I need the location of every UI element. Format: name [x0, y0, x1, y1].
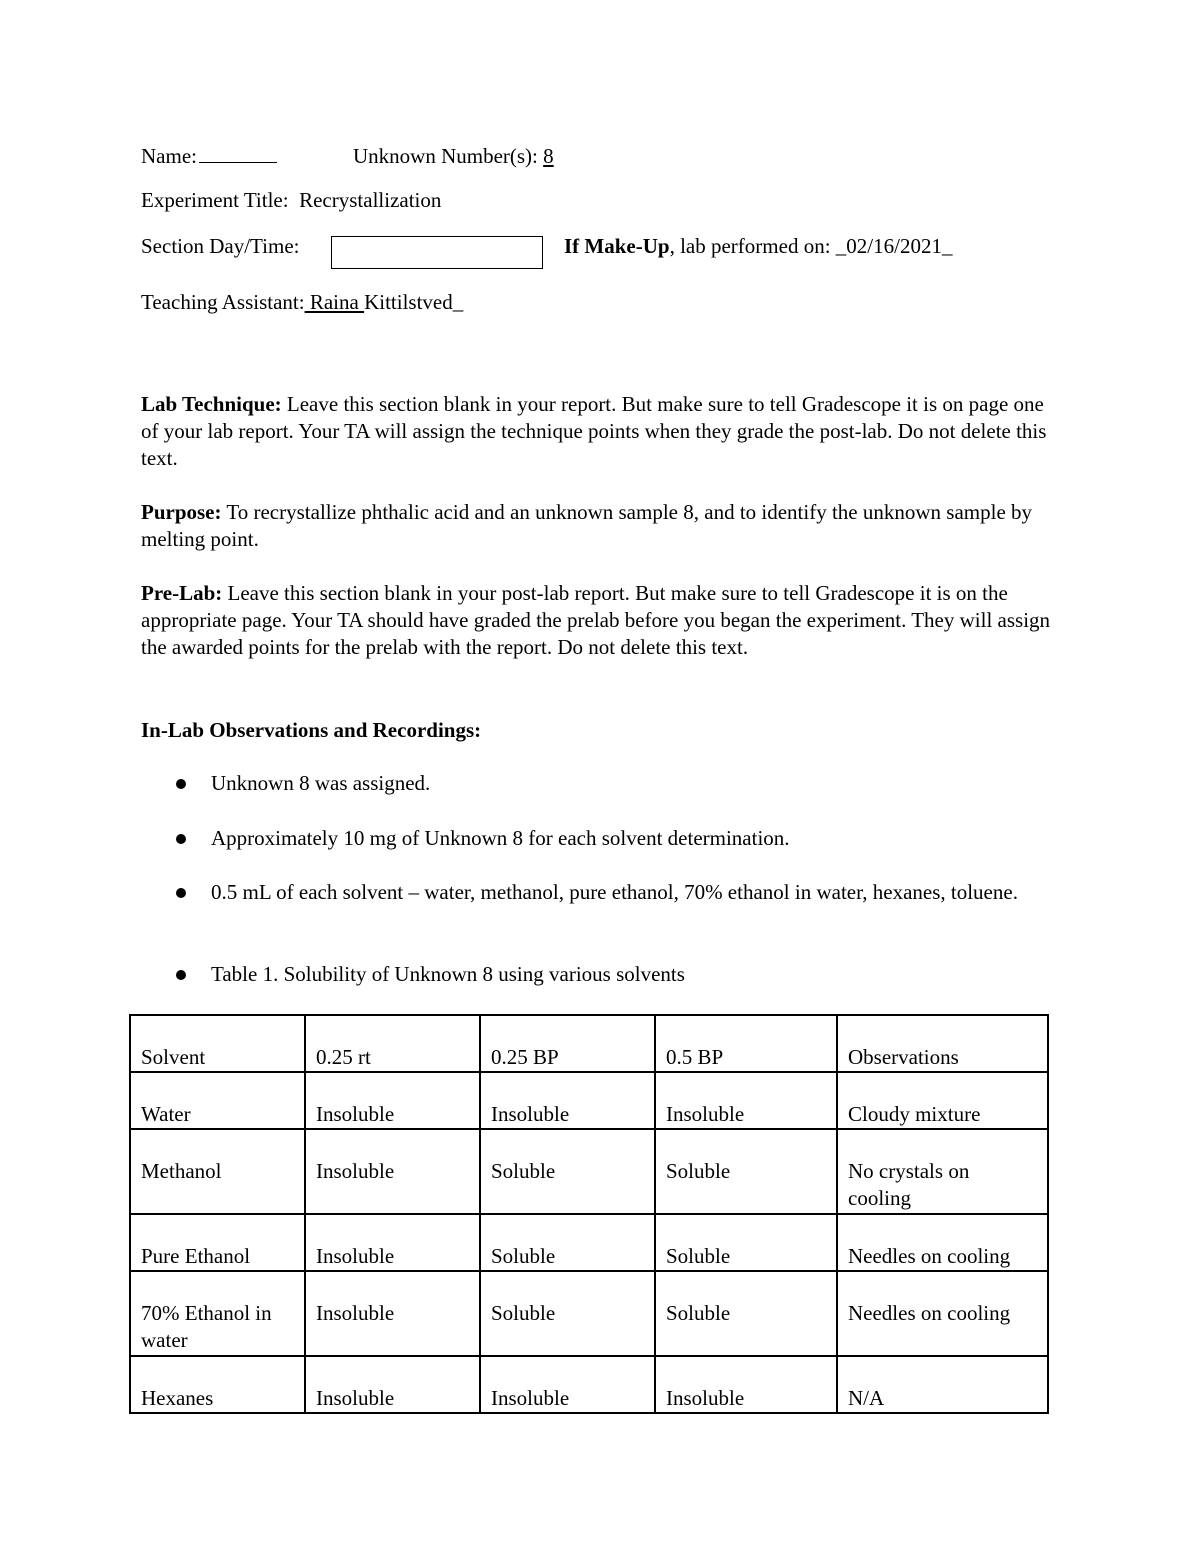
unknown-number-line — [353, 143, 554, 170]
name-line — [141, 143, 277, 170]
experiment-label: Experiment Title: — [141, 188, 289, 212]
table-cell: Soluble — [655, 1271, 837, 1356]
ta-last-name: Kittilstved_ — [364, 290, 464, 314]
table-cell: Insoluble — [655, 1072, 837, 1129]
bullet-item: Table 1. Solubility of Unknown 8 using various solvents — [211, 962, 685, 986]
bullet-item: Approximately 10 mg of Unknown 8 for each solvent determination. — [211, 826, 790, 850]
table-cell: Insoluble — [305, 1271, 480, 1356]
ta-label: Teaching Assistant: — [141, 290, 305, 314]
table-cell: Needles on cooling — [837, 1214, 1048, 1271]
table-header-cell: 0.25 rt — [305, 1015, 480, 1072]
name-blank[interactable] — [199, 144, 277, 163]
bullet-dot — [176, 970, 186, 980]
solubility-table — [129, 1014, 1049, 1414]
lab-technique-heading: Lab Technique: — [141, 392, 282, 416]
table-row — [130, 1356, 1048, 1413]
table-cell: Insoluble — [305, 1072, 480, 1129]
table-cell: Soluble — [480, 1129, 655, 1214]
table-cell: Water — [130, 1072, 305, 1129]
purpose-section — [141, 499, 1061, 553]
inlab-heading: In-Lab Observations and Recordings: — [141, 718, 482, 742]
table-cell: Insoluble — [305, 1356, 480, 1413]
lab-technique-text: Leave this section blank in your report. But make sure to tell Gradescope it is on page one of your lab report. Your TA will assign the technique points when they grade the post-lab. Do not delete this text. — [141, 392, 1047, 470]
experiment-value: Recrystallization — [299, 188, 442, 212]
table-cell: Hexanes — [130, 1356, 305, 1413]
makeup-label: If Make-Up — [564, 234, 670, 258]
section-time-field[interactable] — [331, 236, 543, 269]
table-header-cell: 0.5 BP — [655, 1015, 837, 1072]
table-header-row — [130, 1015, 1048, 1072]
table-cell: Pure Ethanol — [130, 1214, 305, 1271]
table-cell: Insoluble — [305, 1214, 480, 1271]
table-cell: Cloudy mixture — [837, 1072, 1048, 1129]
inlab-section — [141, 717, 1061, 744]
table-cell: Insoluble — [655, 1356, 837, 1413]
unknown-label: Unknown Number(s): — [353, 144, 538, 168]
table-cell: Soluble — [655, 1214, 837, 1271]
table-row — [130, 1214, 1048, 1271]
table-cell: N/A — [837, 1356, 1048, 1413]
prelab-heading: Pre-Lab: — [141, 581, 223, 605]
experiment-title-line — [141, 187, 441, 214]
table-cell: Needles on cooling — [837, 1271, 1048, 1356]
lab-technique-section — [141, 391, 1061, 472]
table-cell: Soluble — [480, 1271, 655, 1356]
section-label: Section Day/Time: — [141, 234, 300, 258]
bullet-item: 0.5 mL of each solvent – water, methanol, pure ethanol, 70% ethanol in water, hexanes, toluene. — [211, 880, 1018, 904]
table-row — [130, 1072, 1048, 1129]
ta-first-name: Raina — [304, 290, 365, 314]
name-label: Name: — [141, 144, 197, 168]
unknown-value: 8 — [543, 144, 554, 168]
prelab-text: Leave this section blank in your post-lab report. But make sure to tell Gradescope it is on the appropriate page. Your TA should have graded the prelab before you began the experiment. They will assign the awarded points for the prelab with the report. Do not delete this text. — [141, 581, 1051, 659]
purpose-text: To recrystallize phthalic acid and an unknown sample 8, and to identify the unknown sample by melting point. — [141, 500, 1033, 551]
prelab-section — [141, 580, 1061, 661]
bullet-dot — [176, 834, 186, 844]
table-cell: Methanol — [130, 1129, 305, 1214]
bullet-dot — [176, 779, 186, 789]
table-row — [130, 1271, 1048, 1356]
table-row — [130, 1129, 1048, 1214]
table-cell: Soluble — [655, 1129, 837, 1214]
table-cell: Insoluble — [480, 1072, 655, 1129]
table-cell: 70% Ethanol in water — [130, 1271, 305, 1356]
table-cell: Soluble — [480, 1214, 655, 1271]
table-cell: Insoluble — [305, 1129, 480, 1214]
bullet-item: Unknown 8 was assigned. — [211, 771, 431, 795]
table-header-cell: Solvent — [130, 1015, 305, 1072]
makeup-line — [564, 233, 952, 260]
purpose-heading: Purpose: — [141, 500, 222, 524]
bullet-dot — [176, 888, 186, 898]
makeup-date: , lab performed on: _02/16/2021_ — [669, 234, 953, 258]
ta-line — [141, 289, 463, 316]
table-header-cell: Observations — [837, 1015, 1048, 1072]
table-cell: No crystals on cooling — [837, 1129, 1048, 1214]
table-header-cell: 0.25 BP — [480, 1015, 655, 1072]
table-cell: Insoluble — [480, 1356, 655, 1413]
